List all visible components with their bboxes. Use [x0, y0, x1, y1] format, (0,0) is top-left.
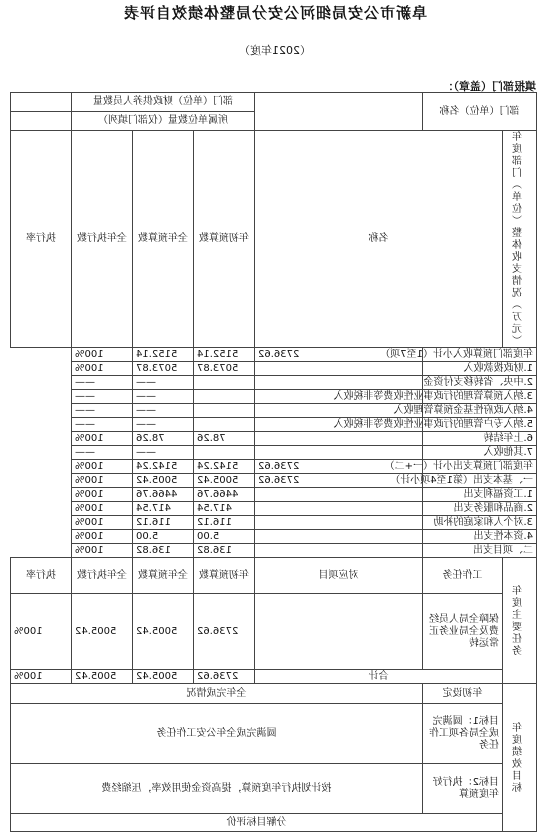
budget-row-executed: ——: [133, 404, 194, 418]
budget-row-rate: 100%: [72, 432, 133, 446]
budget-row-rate: 100%: [72, 544, 133, 558]
budget-row-rate: 100%: [72, 362, 133, 376]
budget-row-initial: [255, 502, 423, 516]
budget-row-name: 3.纳入预算管理的行政事业性收费等非税收入: [423, 390, 537, 404]
task-total-rate: 100%: [11, 670, 72, 684]
header-initial-budget: 年初预算数: [194, 131, 255, 348]
task-header-executed: 全年执行数: [72, 558, 133, 594]
budget-row-annual: 5.00: [194, 530, 255, 544]
item-header: 对应项目: [255, 558, 423, 594]
budget-row-name: 2.商品和服务支出: [423, 502, 537, 516]
budget-row: [11, 446, 537, 460]
budget-row-initial: [255, 446, 423, 460]
budget-row: [11, 390, 537, 404]
budget-row-rate: 100%: [72, 348, 133, 362]
budget-row-initial: [255, 516, 423, 530]
budget-row-name: 5.纳入专户管理的行政事业性收费等非税收入: [423, 418, 537, 432]
budget-row-executed: 116.12: [133, 516, 194, 530]
budget-row-executed: 5073.87: [133, 362, 194, 376]
budget-row-initial: [255, 376, 423, 390]
budget-row-initial: 2736.62: [255, 474, 423, 488]
budget-row-name: 年度部门预算收入小计（1至7项）: [423, 348, 537, 362]
budget-row: [11, 502, 537, 516]
budget-row-rate: ——: [72, 376, 133, 390]
task-annual: 5005.42: [133, 594, 194, 670]
page-title: 阜新市公安局细河公安分局整体绩效自评表: [123, 4, 428, 22]
budget-row-annual: 4466.76: [194, 488, 255, 502]
budget-row-initial: 2736.62: [255, 460, 423, 474]
budget-row-rate: 100%: [72, 488, 133, 502]
budget-row-annual: 116.12: [194, 516, 255, 530]
budget-row-annual: [194, 446, 255, 460]
budget-row-rate: ——: [72, 390, 133, 404]
budget-row-executed: 5142.24: [133, 460, 194, 474]
budget-row-executed: ——: [133, 376, 194, 390]
header-execution-rate: 执行率: [11, 131, 72, 348]
unit-count-label: 所属单位数量（仅部门填列）: [72, 112, 255, 131]
budget-row-executed: 136.82: [133, 544, 194, 558]
overall-evaluation: 分解目标评价: [11, 814, 503, 832]
goal-2-done: 按计划执行年度预算，提高资金使用效率，压缩经费: [11, 764, 423, 814]
budget-row-rate: 100%: [72, 460, 133, 474]
task-total-annual: 5005.42: [133, 670, 194, 684]
budget-row-name: 3.对个人和家庭的补助: [423, 516, 537, 530]
staff-count-label: 部门（单位）财政供养人员数量: [72, 93, 255, 112]
budget-row-executed: 5152.14: [133, 348, 194, 362]
header-annual-budget: 全年预算数: [133, 131, 194, 348]
task-header-initial: 年初预算数: [194, 558, 255, 594]
budget-row-executed: 78.26: [133, 432, 194, 446]
budget-row-executed: ——: [133, 390, 194, 404]
budget-row-rate: ——: [72, 418, 133, 432]
budget-row-annual: 5152.14: [194, 348, 255, 362]
budget-row: [11, 460, 537, 474]
budget-row: [11, 418, 537, 432]
budget-row-annual: 78.26: [194, 432, 255, 446]
header-annual-executed: 全年执行数: [72, 131, 133, 348]
budget-row-name: 4.资本性支出: [423, 530, 537, 544]
dept-name-value: [255, 93, 423, 131]
budget-row-rate: ——: [72, 404, 133, 418]
budget-row: [11, 516, 537, 530]
task-header: 工作任务: [423, 558, 503, 594]
budget-row-name: 一、基本支出（第1至4项小计）: [423, 474, 537, 488]
budget-row-initial: 2736.62: [255, 348, 423, 362]
budget-row-rate: 100%: [72, 516, 133, 530]
budget-row-annual: [194, 404, 255, 418]
budget-row-executed: ——: [133, 418, 194, 432]
task-header-rate: 执行率: [11, 558, 72, 594]
budget-row: [11, 376, 537, 390]
task-rate: 100%: [11, 594, 72, 670]
budget-row-initial: [255, 432, 423, 446]
budget-row: [11, 348, 537, 362]
filler-label: 填报部门（盖章）：: [442, 80, 536, 93]
budget-row-name: 1.财政拨款收入: [423, 362, 537, 376]
budget-row-annual: 5073.87: [194, 362, 255, 376]
task-executed: 5005.42: [72, 594, 133, 670]
budget-row-executed: ——: [133, 446, 194, 460]
budget-row-initial: [255, 362, 423, 376]
budget-row-annual: 5005.42: [194, 474, 255, 488]
budget-row-name: 年度部门预算支出小计（一+二）: [423, 460, 537, 474]
budget-row-annual: [194, 418, 255, 432]
budget-row: [11, 474, 537, 488]
budget-row-annual: 5142.24: [194, 460, 255, 474]
task-header-annual: 全年预算数: [133, 558, 194, 594]
budget-row-name: 7.其他收入: [423, 446, 537, 460]
task-item: [255, 594, 423, 670]
budget-row: [11, 544, 537, 558]
budget-row: [11, 432, 537, 446]
side-label-goals: 年度绩效目标: [503, 684, 537, 832]
goal-2: 目标2：执行好年度预算: [423, 764, 503, 814]
budget-row-name: 2.中央、省转移支付资金: [423, 376, 537, 390]
side-label-budget: 年度部门（单位）整体收支情况（万元）: [503, 131, 537, 348]
budget-row-initial: [255, 530, 423, 544]
budget-row-annual: [194, 376, 255, 390]
budget-row-executed: 5.00: [133, 530, 194, 544]
budget-row-annual: 136.82: [194, 544, 255, 558]
budget-row-initial: [255, 544, 423, 558]
budget-row-name: 4.纳入政府性基金预算管理收入: [423, 404, 537, 418]
task-total-initial: 2736.62: [194, 670, 255, 684]
unit-count-value: [11, 112, 72, 131]
budget-row-annual: 417.54: [194, 502, 255, 516]
goal-set-header: 年初设定: [423, 684, 503, 704]
budget-row: [11, 362, 537, 376]
budget-row-executed: 5005.42: [133, 474, 194, 488]
budget-row: [11, 404, 537, 418]
budget-row-name: 1.工资福利支出: [423, 488, 537, 502]
staff-count-value: [11, 93, 72, 112]
header-name: 名称: [255, 131, 503, 348]
budget-row-name: 6.上年结转: [423, 432, 537, 446]
goal-1: 目标1：圆满完成全局各项工作任务: [423, 704, 503, 764]
budget-row: [11, 530, 537, 544]
budget-row-rate: 100%: [72, 530, 133, 544]
task-description: 保障全局人员经费及全局业务正常运转: [423, 594, 503, 670]
budget-row-executed: 417.54: [133, 502, 194, 516]
budget-row-initial: [255, 488, 423, 502]
report-year: （2021年度）: [239, 44, 311, 57]
budget-row: [11, 488, 537, 502]
task-total-label: 合计: [255, 670, 503, 684]
goal-1-done: 圆满完成全年公安工作任务: [11, 704, 423, 764]
task-total-executed: 5005.42: [72, 670, 133, 684]
budget-row-rate: 100%: [72, 474, 133, 488]
budget-row-rate: 100%: [72, 502, 133, 516]
budget-row-annual: [194, 390, 255, 404]
dept-name-label: 部门（单位）名称: [423, 93, 537, 131]
budget-row-name: 二、项目支出: [423, 544, 537, 558]
side-label-tasks: 年度主要任务: [503, 558, 537, 684]
evaluation-table: [10, 92, 537, 832]
goal-done-header: 全年完成情况: [11, 684, 423, 704]
budget-row-rate: ——: [72, 446, 133, 460]
task-initial: 2736.62: [194, 594, 255, 670]
budget-row-executed: 4466.76: [133, 488, 194, 502]
